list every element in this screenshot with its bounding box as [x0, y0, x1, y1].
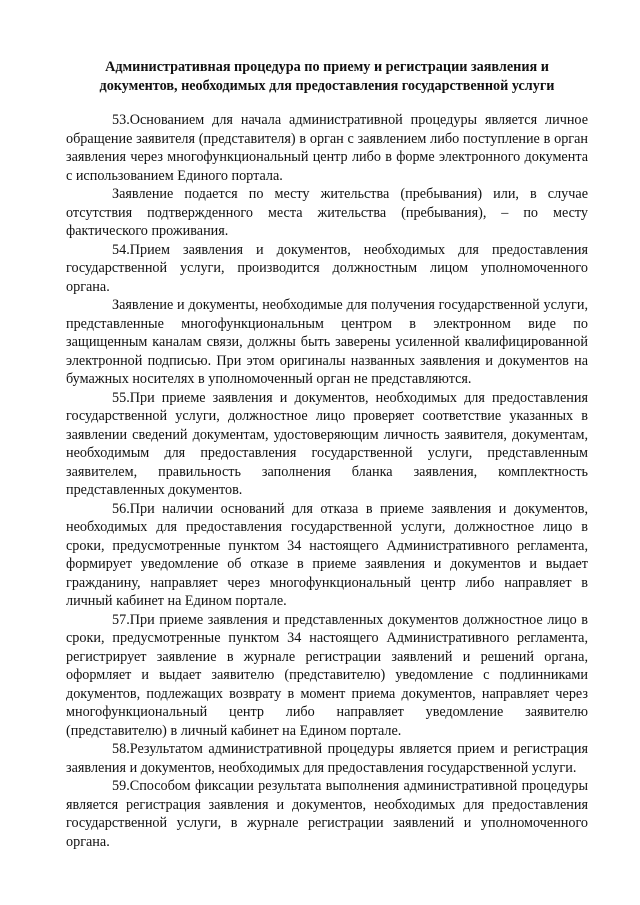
paragraph-57: 57.При приеме заявления и представленных документов должностное лицо в сроки, предусмотренные пунктом 34 настоящего Административного регламента, регистрирует заявление в журнале регистрации заявлений и решений органа, оформляет и выдает заявителю (представителю) уведомление с подлинниками документов, подлежащих возврату в момент приема документов, направляет через многофункциональный центр либо направляет уведомление заявителю (представителю) в личный кабинет на Едином портале.	[66, 611, 588, 739]
section-title	[66, 58, 588, 95]
paragraph-58: 58.Результатом административной процедуры является прием и регистрация заявления и документов, необходимых для предоставления государственной услуги.	[66, 741, 588, 776]
paragraph-53-continued: Заявление подается по месту жительства (пребывания) или, в случае отсутствия подтвержденного места жительства (пребывания), – по месту фактического проживания.	[66, 186, 588, 239]
paragraph-53: 53.Основанием для начала административной процедуры является личное обращение заявителя (представителя) в орган с заявлением либо поступление в орган заявления через многофункциональный центр либо в форме электронного документа с использованием Единого портала.	[66, 112, 588, 184]
paragraph-55: 55.При приеме заявления и документов, необходимых для предоставления государственной услуги, должностное лицо проверяет соответствие указанных в заявлении сведений документам, удостоверяющим личность заявителя, документам, необходимым для предоставления государственной услуги, представленным заявителем, правильность заполнения бланка заявления, комплектность представленных документов.	[66, 389, 588, 498]
paragraph-56: 56.При наличии оснований для отказа в приеме заявления и документов, необходимых для предоставления государственной услуги, должностное лицо в сроки, предусмотренные пунктом 34 настоящего Административного регламента, формирует уведомление об отказе в приеме заявления и документов и выдает гражданину, направляет через многофункциональный центр либо направляет в личный кабинет на Едином портале.	[66, 500, 588, 609]
paragraph-59: 59.Способом фиксации результата выполнения административной процедуры является регистрация заявления и документов, необходимых для предоставления государственной услуги, в журнале регистрации заявлений и уполномоченного органа.	[66, 778, 588, 850]
section-title-line-1: Административная процедура по приему и регистрации заявления и	[105, 59, 549, 75]
section-title-line-2: документов, необходимых для предоставления государственной услуги	[99, 77, 555, 94]
paragraph-54: 54.Прием заявления и документов, необходимых для предоставления государственной услуги, производится должностным лицом уполномоченного органа.	[66, 241, 588, 295]
paragraph-54-continued: Заявление и документы, необходимые для получения государственной услуги, представленные многофункциональным центром в электронном виде по защищенным каналам связи, должны быть заверены усиленной квалифицированной электронной подписью. При этом оригиналы названных заявления и документов на бумажных носителях в уполномоченный орган не представляются.	[66, 297, 588, 387]
